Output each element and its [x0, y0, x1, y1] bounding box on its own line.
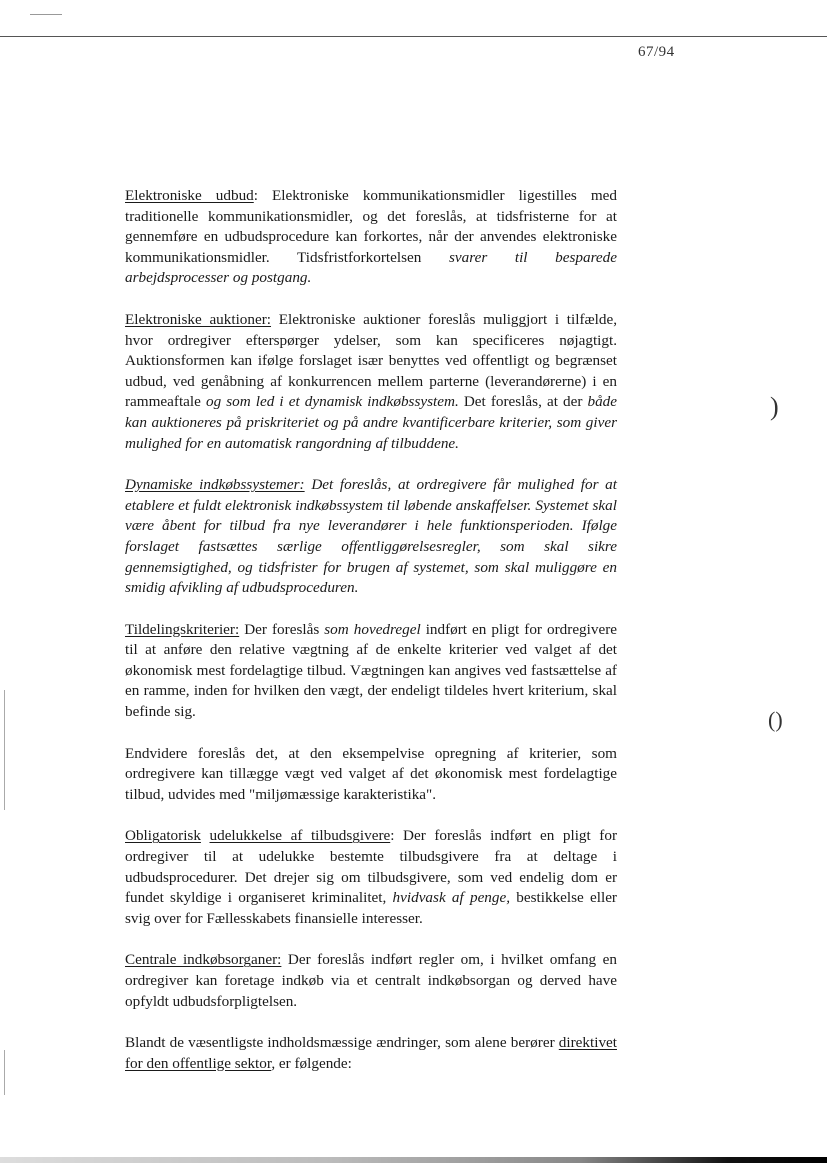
paragraph-emphasis: hvidvask af penge,	[392, 889, 511, 907]
paragraph-emphasis: som hovedregel	[324, 620, 421, 638]
left-edge-line	[4, 690, 5, 810]
paragraph-text: indført en pligt for ordregivere til at anføre den relative vægtning af de enkelte kriterier ved valget af det økonomisk mest fordelagtige tilbud. Vægtningen kan angives ved fastsættelse af en ramme, inden for hvilken den vægt, der endeligt tildeles hvert kriterium, skal befinde sig.	[125, 620, 618, 721]
paragraph-tildelingskriterier	[125, 620, 617, 723]
document-body	[125, 186, 617, 1095]
punch-hole-mark: ()	[768, 707, 783, 732]
section-heading: udelukkelse af tilbudsgivere	[209, 827, 391, 845]
section-heading: Dynamiske indkøbssystemer:	[125, 476, 305, 494]
paragraph-emphasis: og som led i et dynamisk indkøbssystem.	[205, 393, 459, 411]
paragraph-obligatorisk-udelukkelse	[125, 826, 617, 929]
paragraph-text: Det foreslås, at der	[458, 393, 588, 411]
section-heading: Tildelingskriterier:	[125, 620, 240, 638]
paragraph-text: : Der foreslås indført en pligt for ordregiver til at udelukke bestemte tilbudsgivere fra at deltage i udbudsprocedurer. Det drejer sig om tilbudsgivere, som ved endelig dom er fundet skyldige i organiseret kriminalitet,	[125, 827, 618, 907]
paragraph-miljoemaessige	[125, 744, 617, 806]
page-number: 67/94	[638, 44, 675, 60]
paragraph-text: Blandt de væsentligste indholdsmæssige ændringer, som alene berører	[125, 1034, 559, 1052]
section-heading: Elektroniske auktioner:	[125, 310, 272, 328]
paragraph-dynamiske-indkobssystemer	[125, 475, 617, 599]
paragraph-emphasis: både kan auktioneres på priskriteriet og på andre kvantificerbare kriterier, som giver mulighed for en automatisk rangordning af tilbuddene.	[125, 393, 617, 452]
paragraph-centrale-indkobsorganer	[125, 950, 617, 1012]
paragraph-elektroniske-udbud	[125, 186, 617, 289]
underlined-term: direktivet for den offentlige sektor	[125, 1034, 617, 1072]
paragraph-text: Endvidere foreslås det, at den eksempelvise opregning af kriterier, som ordregivere kan tillægge vægt ved valget af det økonomisk mest fordelagtige tilbud, udvides med "miljømæssige karakteristika".	[125, 744, 617, 803]
header-rule	[0, 36, 827, 37]
paragraph-text: Der foreslås	[239, 620, 325, 638]
paragraph-elektroniske-auktioner	[125, 310, 617, 454]
paragraph-text: , er følgende:	[271, 1054, 352, 1072]
paragraph-offentlige-sektor	[125, 1033, 617, 1074]
paragraph-emphasis: svarer til besparede arbejdsprocesser og postgang.	[125, 248, 617, 287]
left-edge-line-lower	[4, 1050, 5, 1095]
section-heading: Elektroniske udbud	[125, 187, 254, 204]
bottom-scan-bar	[0, 1157, 827, 1163]
paragraph-text: Elektroniske auktioner foreslås muliggjort i tilfælde, hvor ordregiver efterspørger ydelser, som kan specificeres nøjagtigt. Auktionsformen kan ifølge forslaget især benyttes ved offentligt og begrænset udbud, ved genåbning af konkurrencen mellem parterne (leverandørerne) i en rammeaftale	[125, 310, 617, 411]
paragraph-text: Der foreslås indført regler om, i hvilket omfang en ordregiver kan foretage indkøb via et centralt indkøbsorgan og derved have opfyldt udbudsforpligtelsen.	[125, 951, 617, 1010]
paragraph-text: bestikkelse eller svig over for Fællesskabets finansielle interesser.	[125, 889, 617, 927]
paragraph-emphasis: Det foreslås, at ordregivere får mulighed for at etablere et fuldt elektronisk indkøbssystem til løbende anskaffelser. Systemet skal være åbent for tilbud fra nye leverandører i hele funktionsperioden. Ifølge forslaget fastsættes særlige offentliggørelsesregler, som skal sikre gennemsigtighed, og tidsfrister for brugen af systemet, som skal muliggøre en smidig afvikling af udbudsproceduren.	[125, 476, 617, 597]
paragraph-text: : Elektroniske kommunikationsmidler ligestilles med traditionelle kommunikationsmidler, og det foreslås, at tidsfristerne for at gennemføre en udbudsprocedure kan forkortes, når der anvendes elektroniske kommunikationsmidler. Tidsfristforkortelsen	[125, 187, 617, 266]
section-heading: Obligatorisk	[125, 827, 201, 845]
header-mark	[30, 14, 62, 15]
punch-hole-mark: )	[770, 392, 779, 421]
section-heading: Centrale indkøbsorganer:	[125, 951, 282, 969]
